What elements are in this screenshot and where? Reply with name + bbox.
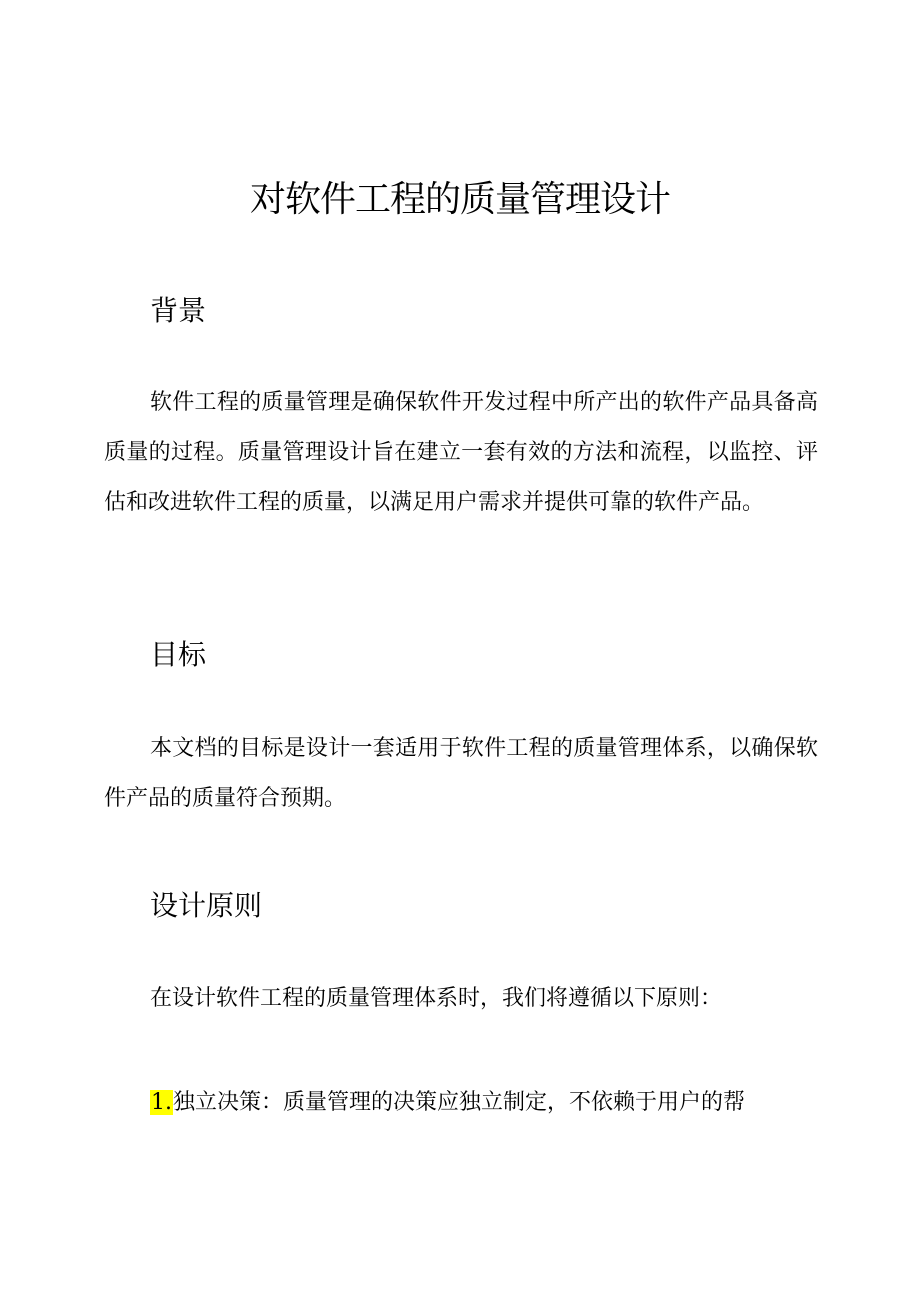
section-paragraph-goal: 本文档的目标是设计一套适用于软件工程的质量管理体系，以确保软件产品的质量符合预期。	[104, 736, 818, 811]
section-paragraph-principles: 在设计软件工程的质量管理体系时，我们将遵循以下原则：	[150, 986, 723, 1011]
list-item-text: 独立决策：质量管理的决策应独立制定，不依赖于用户的帮	[173, 1090, 746, 1115]
section-paragraph-background: 软件工程的质量管理是确保软件开发过程中所产出的软件产品具备高质量的过程。质量管理设计旨在建立一套有效的方法和流程，以监控、评估和改进软件工程的质量，以满足用户需求并提供可靠的软件产品。	[104, 390, 818, 515]
section-heading-goal: 目标	[150, 638, 207, 671]
list-item-number: 1.	[151, 1090, 172, 1115]
section-heading-principles: 设计原则	[150, 889, 263, 922]
list-item	[150, 1078, 818, 1128]
document-title: 对软件工程的质量管理设计	[249, 179, 670, 220]
section-heading-background: 背景	[150, 294, 207, 327]
